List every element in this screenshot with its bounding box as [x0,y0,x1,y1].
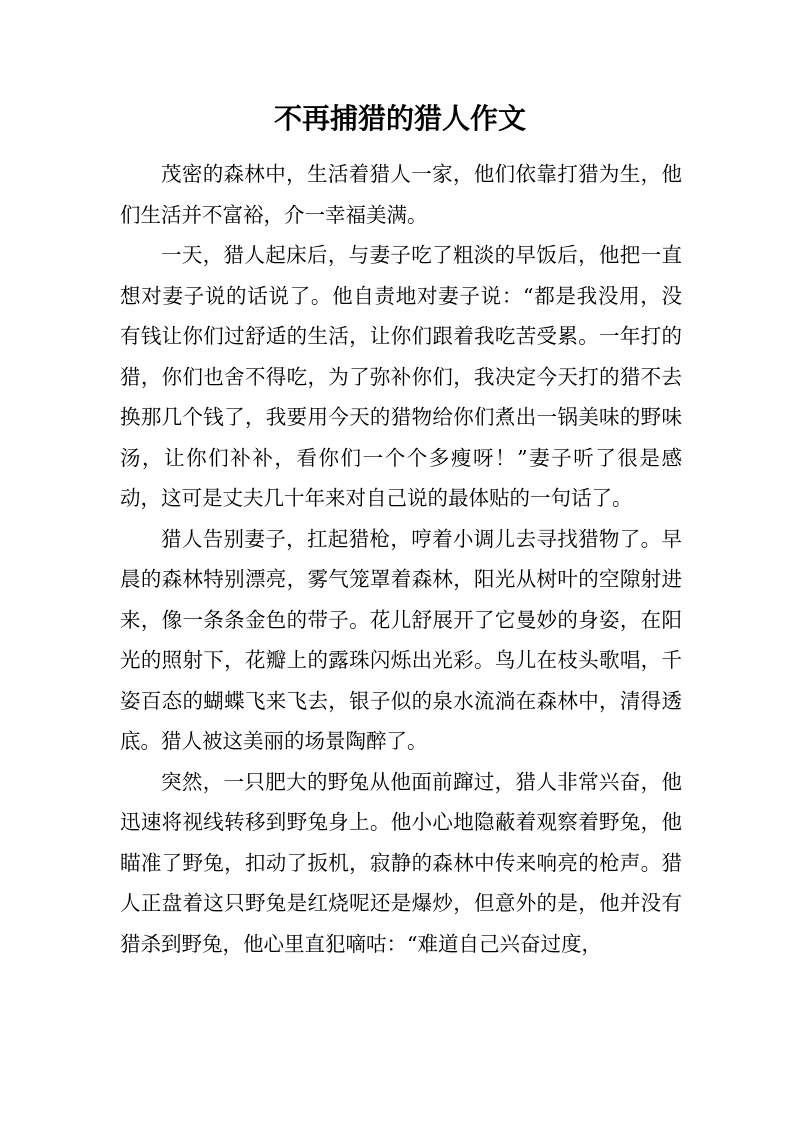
paragraph-1: 茂密的森林中，生活着猎人一家，他们依靠打猎为生，他们生活并不富裕，介一幸福美满。 [120,162,682,227]
paragraph-2: 一天，猎人起床后，与妻子吃了粗淡的早饭后，他把一直想对妻子说的话说了。他自责地对妻子说：“都是我没用，没有钱让你们过舒适的生活，让你们跟着我吃苦受累。一年打的猎，你们也舍不得吃，为了弥补你们，我决定今天打的猎不去换那几个钱了，我要用今天的猎物给你们煮出一锅美味的野味汤，让你们补补，看你们一个个多瘦呀！”妻子听了很是感动，这可是丈夫几十年来对自己说的最体贴的一句话了。 [120,243,682,510]
paragraph-4: 突然，一只肥大的野兔从他面前蹿过，猎人非常兴奋，他迅速将视线转移到野兔身上。他小心地隐蔽着观察着野兔，他瞄准了野兔，扣动了扳机，寂静的森林中传来响亮的枪声。猎人正盘着这只野兔是红烧呢还是爆炒，但意外的是，他并没有猎杀到野兔，他心里直犯嘀咕：“难道自己兴奋过度， [120,769,682,956]
document-body [120,154,682,964]
document-title: 不再捕猎的猎人作文 [273,102,526,135]
paragraph-3: 猎人告别妻子，扛起猎枪，哼着小调儿去寻找猎物了。早晨的森林特别漂亮，雾气笼罩着森林，阳光从树叶的空隙射进来，像一条条金色的带子。花儿舒展开了它曼妙的身姿，在阳光的照射下，花瓣上的露珠闪烁出光彩。鸟儿在枝头歌唱，千姿百态的蝴蝶飞来飞去，银子似的泉水流淌在森林中，清得透底。猎人被这美丽的场景陶醉了。 [120,526,682,753]
